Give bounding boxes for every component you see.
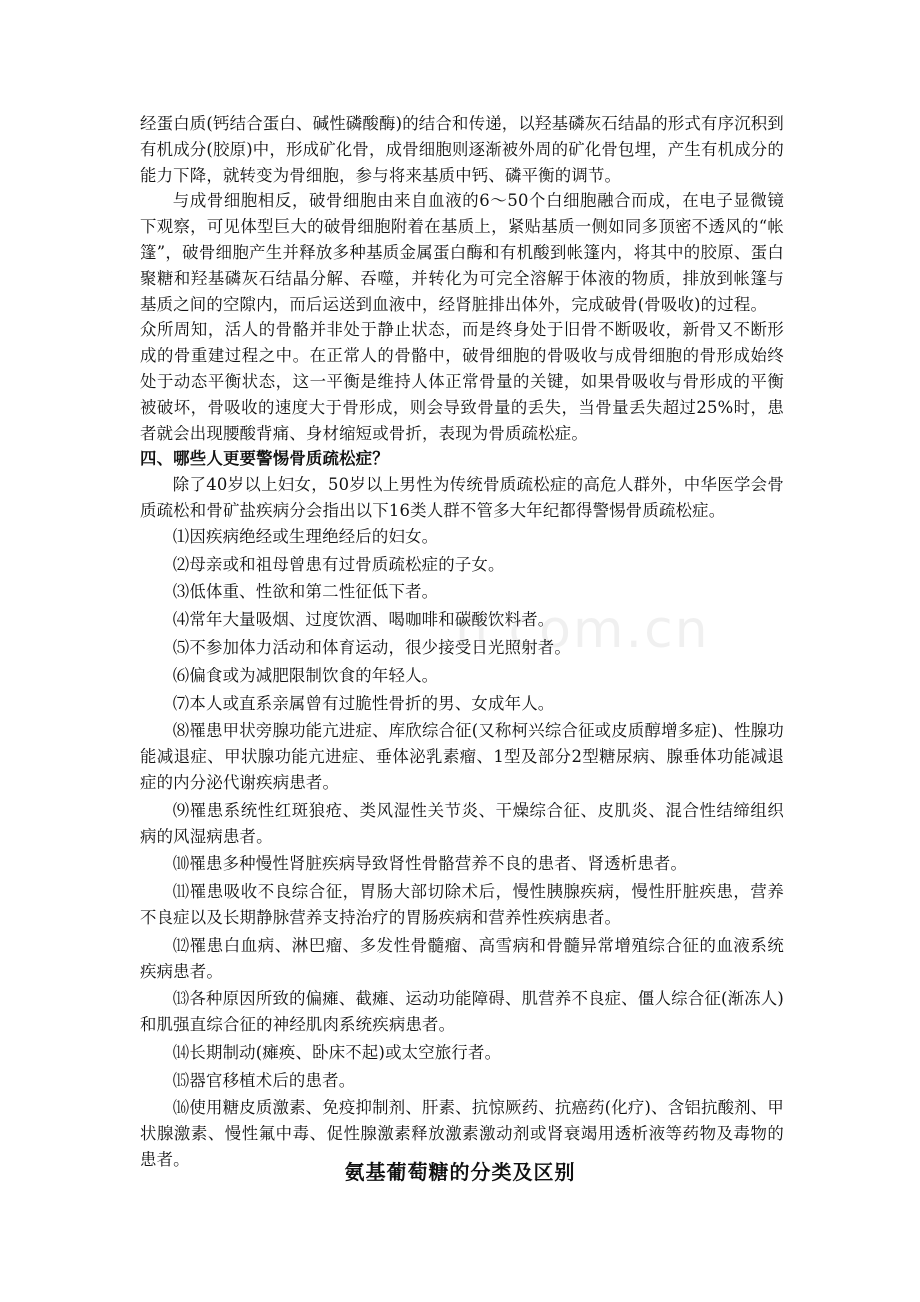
watermark: n.com.cn <box>455 600 710 660</box>
list-item: ⑸不参加体力活动和体育运动，很少接受日光照射者。 <box>172 637 571 657</box>
list-item: ⑹偏食或为减肥限制饮食的年轻人。 <box>172 665 439 685</box>
list-item: ⑼罹患系统性红斑狼疮、类风湿性关节炎、干燥综合征、皮肌炎、混合性结缔组织病的风湿病患者。 <box>140 800 784 846</box>
list-item: ⑽罹患多种慢性肾脏疾病导致肾性骨骼营养不良的患者、肾透析患者。 <box>172 854 688 874</box>
list-item: ⑻罹患甲状旁腺功能亢进症、库欣综合征(又称柯兴综合征或皮质醇增多症)、性腺功能减退症、甲状腺功能亢进症、垂体泌乳素瘤、1型及部分2型糖尿病、腺垂体功能减退症的内分泌代谢疾病患者。 <box>140 721 784 792</box>
list-item: ⑷常年大量吸烟、过度饮酒、喝咖啡和碳酸饮料者。 <box>172 610 555 630</box>
section-heading: 四、哪些人更要警惕骨质疏松症？ <box>140 449 389 469</box>
list-item: ⑶低体重、性欲和第二性征低下者。 <box>172 582 439 602</box>
list-item: ⑺本人或直系亲属曾有过脆性骨折的男、女成年人。 <box>172 693 555 713</box>
list-item: ⑿罹患白血病、淋巴瘤、多发性骨髓瘤、高雪病和骨髓异常增殖综合征的血液系统疾病患者。 <box>140 935 784 981</box>
paragraph-osteocyte: 经蛋白质(钙结合蛋白、碱性磷酸酶)的结合和传递，以羟基磷灰石结晶的形式有序沉积到有机成分(胶原)中，形成矿化骨，成骨细胞则逐渐被外周的矿化骨包埋，产生有机成分的能力下降，就转变为骨细胞，参与将来基质中钙、磷平衡的调节。 <box>140 114 784 185</box>
list-item: ⒂器官移植术后的患者。 <box>172 1070 356 1090</box>
list-item: ⒁长期制动(瘫痪、卧床不起)或太空旅行者。 <box>172 1042 502 1062</box>
list-item: ⑴因疾病绝经或生理绝经后的妇女。 <box>172 526 439 546</box>
paragraph-risk-intro: 除了40岁以上妇女，50岁以上男性为传统骨质疏松症的高危人群外，中华医学会骨质疏松和骨矿盐疾病分会指出以下16类人群不管多大年纪都得警惕骨质疏松症。 <box>140 475 784 520</box>
risk-group-list <box>140 524 784 1173</box>
next-article-title: 氨基葡萄糖的分类及区别 <box>344 1160 576 1184</box>
list-item: ⒃使用糖皮质激素、免疫抑制剂、肝素、抗惊厥药、抗癌药(化疗)、含铝抗酸剂、甲状腺激素、慢性氟中毒、促性腺激素释放激素激动剂或肾衰竭用透析液等药物及毒物的患者。 <box>140 1098 784 1170</box>
list-item: ⒀各种原因所致的偏瘫、截瘫、运动功能障碍、肌营养不良症、僵人综合征(渐冻人)和肌强直综合征的神经肌肉系统疾病患者。 <box>140 989 784 1035</box>
list-item: ⑾罹患吸收不良综合征，胃肠大部切除术后，慢性胰腺疾病，慢性肝脏疾患，营养不良症以及长期静脉营养支持治疗的胃肠疾病和营养性疾病患者。 <box>140 882 784 927</box>
paragraph-osteoclast: 与成骨细胞相反，破骨细胞由来自血液的6～50个白细胞融合而成，在电子显微镜下观察，可见体型巨大的破骨细胞附着在基质上，紧贴基质一侧如同多顶密不透风的“帐篷”，破骨细胞产生并释放多种基质金属蛋白酶和有机酸到帐篷内，将其中的胶原、蛋白聚糖和羟基磷灰石结晶分解、吞噬，并转化为可完全溶解于体液的物质，排放到帐篷与基质之间的空隙内，而后运送到血液中，经肾脏排出体外，完成破骨(骨吸收)的过程。 <box>140 191 784 314</box>
list-item: ⑵母亲或和祖母曾患有过骨质疏松症的子女。 <box>172 554 505 574</box>
document-body <box>140 111 784 1175</box>
paragraph-bone-remodeling: 众所周知，活人的骨骼并非处于静止状态，而是终身处于旧骨不断吸收，新骨又不断形成的骨重建过程之中。在正常人的骨骼中，破骨细胞的骨吸收与成骨细胞的骨形成始终处于动态平衡状态，这一平衡是维持人体正常骨量的关键，如果骨吸收与骨形成的平衡被破坏，骨吸收的速度大于骨形成，则会导致骨量的丢失，当骨量丢失超过25%时，患者就会出现腰酸背痛、身材缩短或骨折，表现为骨质疏松症。 <box>140 320 784 443</box>
